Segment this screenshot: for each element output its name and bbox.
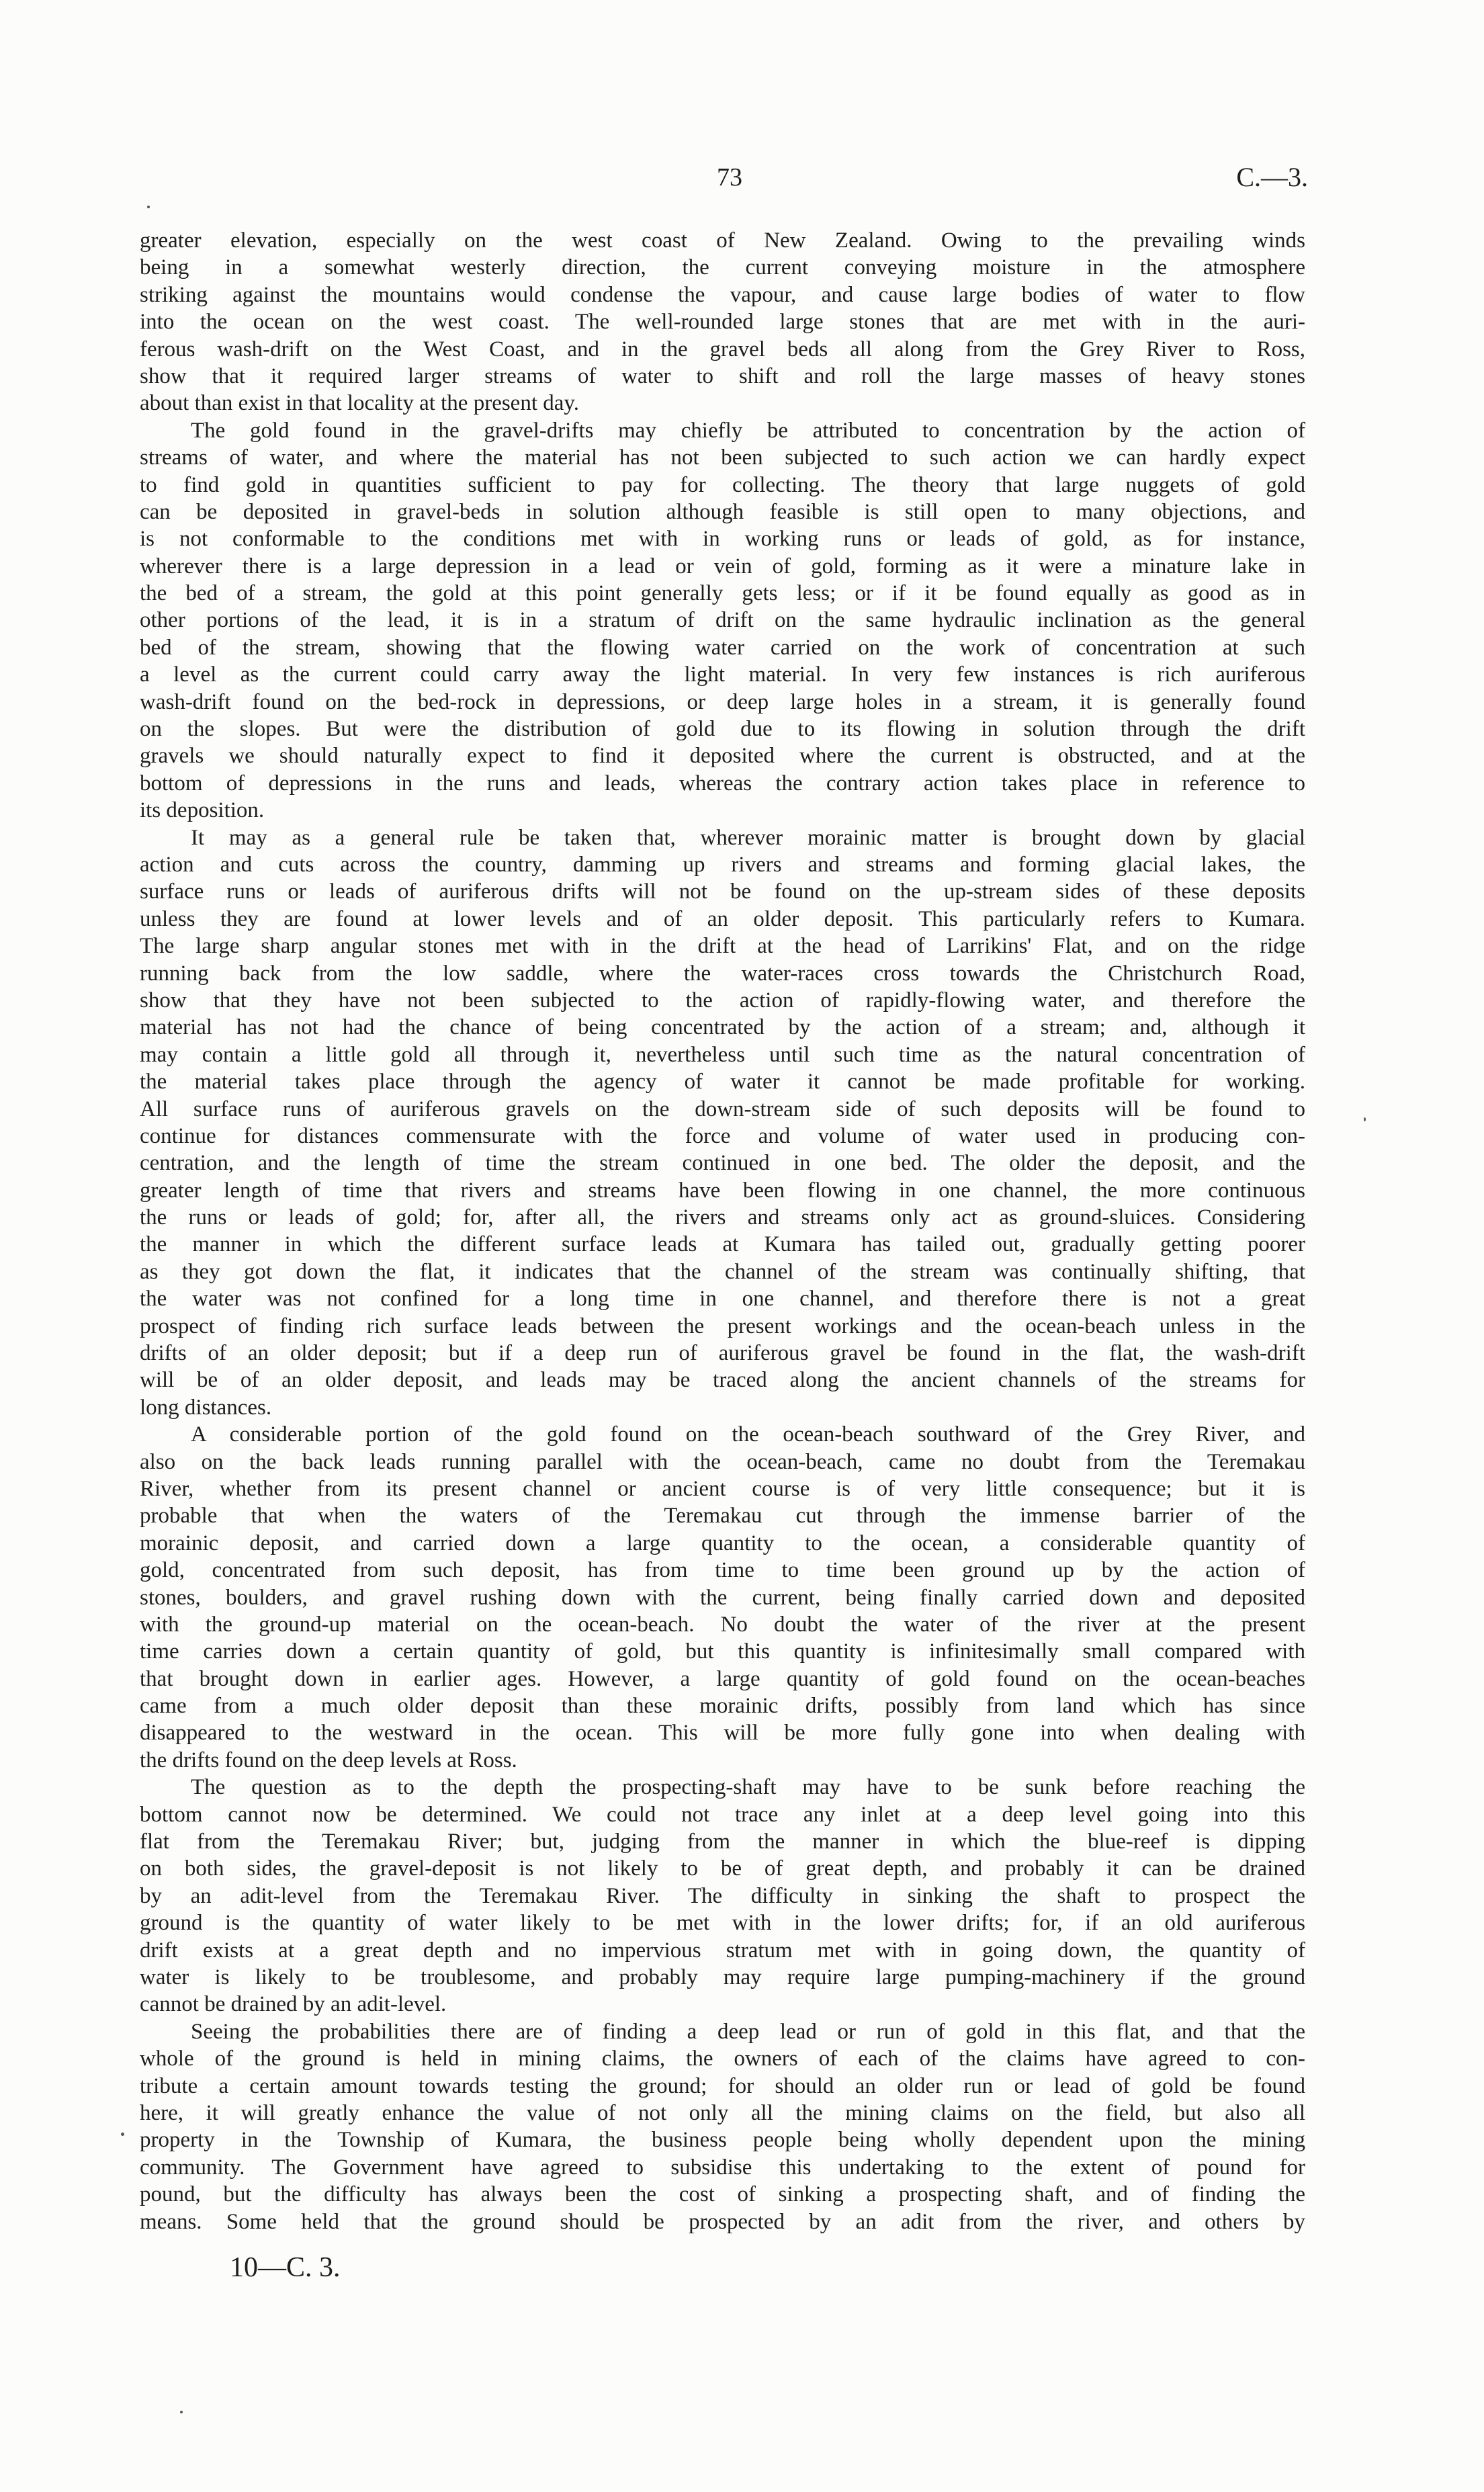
text-line: streams of water, and where the material has not been subjected to such action we can hardly expect bbox=[140, 445, 1305, 470]
text-line: surface runs or leads of auriferous drifts will not be found on the up-stream sides of these deposits bbox=[140, 879, 1305, 904]
text-line: morainic deposit, and carried down a large quantity to the ocean, a considerable quantity of bbox=[140, 1531, 1305, 1555]
text-line: gold, concentrated from such deposit, has from time to time been ground up by the action of bbox=[140, 1558, 1305, 1583]
text-line: ferous wash-drift on the West Coast, and in the gravel beds all along from the Grey River to Ross, bbox=[140, 337, 1305, 361]
scan-speck bbox=[147, 206, 150, 208]
text-line: its deposition. bbox=[140, 798, 265, 823]
text-line: other portions of the lead, it is in a stratum of drift on the same hydraulic inclination as the general bbox=[140, 608, 1305, 633]
text-line: whole of the ground is held in mining claims, the owners of each of the claims have agreed to con- bbox=[140, 2047, 1305, 2071]
page-number: 73 bbox=[717, 163, 742, 191]
text-line: about than exist in that locality at the present day. bbox=[140, 391, 580, 416]
text-line: drift exists at a great depth and no impervious stratum met with in going down, the quantity of bbox=[140, 1938, 1305, 1963]
text-line: the runs or leads of gold; for, after all, the rivers and streams only act as ground-sluices. Considering bbox=[140, 1205, 1305, 1230]
text-line: that brought down in earlier ages. However, a large quantity of gold found on the ocean-beaches bbox=[140, 1666, 1305, 1691]
text-line: greater length of time that rivers and streams have been flowing in one channel, the more continuous bbox=[140, 1178, 1305, 1203]
text-line: also on the back leads running parallel with the ocean-beach, came no doubt from the Teremakau bbox=[140, 1449, 1305, 1474]
text-line: show that it required larger streams of water to shift and roll the large masses of heavy stones bbox=[140, 363, 1305, 388]
text-line: the material takes place through the agency of water it cannot be made profitable for working. bbox=[140, 1070, 1305, 1094]
text-line: prospect of finding rich surface leads between the present workings and the ocean-beach unless in the bbox=[140, 1314, 1305, 1338]
text-line: bottom of depressions in the runs and leads, whereas the contrary action takes place in reference to bbox=[140, 771, 1305, 796]
text-line: The large sharp angular stones met with in the drift at the head of Larrikins' Flat, and on the ridge bbox=[140, 934, 1305, 959]
text-line: community. The Government have agreed to subsidise this undertaking to the extent of pound for bbox=[140, 2155, 1305, 2180]
text-line: being in a somewhat westerly direction, the current conveying moisture in the atmosphere bbox=[140, 255, 1305, 280]
document-reference: C.—3. bbox=[1236, 162, 1308, 192]
text-line: A considerable portion of the gold found on the ocean-beach southward of the Grey River, and bbox=[191, 1422, 1305, 1447]
text-line: Seeing the probabilities there are of finding a deep lead or run of gold in this flat, and that the bbox=[191, 2019, 1305, 2044]
text-line: ground is the quantity of water likely to be met with in the lower drifts; for, if an old auriferous bbox=[140, 1911, 1305, 1936]
text-line: The gold found in the gravel-drifts may chiefly be attributed to concentration by the action of bbox=[191, 418, 1305, 443]
paragraph bbox=[140, 417, 1305, 824]
text-line: came from a much older deposit than these morainic drifts, possibly from land which has since bbox=[140, 1694, 1305, 1719]
text-line: the drifts found on the deep levels at Ross. bbox=[140, 1748, 517, 1772]
text-line: the water was not confined for a long time in one channel, and therefore there is not a great bbox=[140, 1287, 1305, 1312]
text-line: here, it will greatly enhance the value of not only all the mining claims on the field, but also all bbox=[140, 2100, 1305, 2125]
text-line: flat from the Teremakau River; but, judging from the manner in which the blue-reef is dipping bbox=[140, 1830, 1305, 1854]
body-text bbox=[140, 227, 1305, 2235]
paragraph bbox=[140, 1421, 1305, 1774]
paragraph bbox=[140, 227, 1305, 417]
text-line: by an adit-level from the Teremakau River. The difficulty in sinking the shaft to prospect the bbox=[140, 1883, 1305, 1908]
text-line: water is likely to be troublesome, and probably may require large pumping-machinery if the ground bbox=[140, 1965, 1305, 1989]
text-line: wherever there is a large depression in a lead or vein of gold, forming as it were a minature lake in bbox=[140, 554, 1305, 578]
text-line: can be deposited in gravel-beds in solution although feasible is still open to many objections, and bbox=[140, 499, 1305, 524]
scan-speck bbox=[121, 2133, 124, 2136]
text-line: the bed of a stream, the gold at this point generally gets less; or if it be found equally as good as in bbox=[140, 581, 1305, 606]
text-line: action and cuts across the country, damming up rivers and streams and forming glacial lakes, the bbox=[140, 852, 1305, 877]
text-line: continue for distances commensurate with the force and volume of water used in producing con- bbox=[140, 1123, 1305, 1148]
text-line: bed of the stream, showing that the flowing water carried on the work of concentration at such bbox=[140, 635, 1305, 660]
text-line: wash-drift found on the bed-rock in depressions, or deep large holes in a stream, it is generally found bbox=[140, 689, 1305, 714]
text-line: greater elevation, especially on the west coast of New Zealand. Owing to the prevailing winds bbox=[140, 228, 1305, 253]
signature-mark: 10—C. 3. bbox=[230, 2252, 341, 2283]
text-line: bottom cannot now be determined. We could not trace any inlet at a deep level going into this bbox=[140, 1802, 1305, 1827]
text-line: may contain a little gold all through it, nevertheless until such time as the natural concentration of bbox=[140, 1042, 1305, 1067]
text-line: River, whether from its present channel or ancient course is of very little consequence; but it is bbox=[140, 1476, 1305, 1501]
text-line: on both sides, the gravel-deposit is not likely to be of great depth, and probably it can be drained bbox=[140, 1856, 1305, 1881]
text-line: stones, boulders, and gravel rushing down with the current, being finally carried down and deposited bbox=[140, 1585, 1305, 1610]
text-line: a level as the current could carry away the light material. In very few instances is rich auriferous bbox=[140, 662, 1305, 687]
text-line: cannot be drained by an adit-level. bbox=[140, 1992, 447, 2017]
text-line: means. Some held that the ground should be prospected by an adit from the river, and others by bbox=[140, 2209, 1305, 2234]
text-line: All surface runs of auriferous gravels on the down-stream side of such deposits will be found to bbox=[140, 1097, 1305, 1121]
text-line: into the ocean on the west coast. The well-rounded large stones that are met with in the auri- bbox=[140, 310, 1305, 335]
text-line: is not conformable to the conditions met with in working runs or leads of gold, as for instance, bbox=[140, 527, 1305, 552]
paragraph bbox=[140, 1774, 1305, 2018]
text-line: time carries down a certain quantity of gold, but this quantity is infinitesimally small compared with bbox=[140, 1639, 1305, 1664]
scan-speck bbox=[180, 2411, 183, 2413]
paragraph bbox=[140, 824, 1305, 1422]
text-line: to find gold in quantities sufficient to pay for collecting. The theory that large nuggets of gold bbox=[140, 472, 1305, 497]
text-line: gravels we should naturally expect to find it deposited where the current is obstructed, and at the bbox=[140, 744, 1305, 769]
text-line: unless they are found at lower levels and of an older deposit. This particularly refers to Kumara. bbox=[140, 906, 1305, 931]
text-line: on the slopes. But were the distribution of gold due to its flowing in solution through the drift bbox=[140, 717, 1305, 742]
text-line: property in the Township of Kumara, the business people being wholly dependent upon the mining bbox=[140, 2128, 1305, 2153]
text-line: will be of an older deposit, and leads may be traced along the ancient channels of the streams for bbox=[140, 1368, 1305, 1393]
text-line: drifts of an older deposit; but if a deep run of auriferous gravel be found in the flat, the wash-drift bbox=[140, 1341, 1305, 1366]
text-line: striking against the mountains would condense the vapour, and cause large bodies of water to flow bbox=[140, 282, 1305, 307]
text-line: show that they have not been subjected to the action of rapidly-flowing water, and therefore the bbox=[140, 988, 1305, 1013]
text-line: pound, but the difficulty has always been the cost of sinking a prospecting shaft, and of finding the bbox=[140, 2182, 1305, 2207]
text-line: the manner in which the different surface leads at Kumara has tailed out, gradually getting poorer bbox=[140, 1232, 1305, 1257]
text-line: material has not had the chance of being concentrated by the action of a stream; and, although it bbox=[140, 1015, 1305, 1040]
text-line: as they got down the flat, it indicates that the channel of the stream was continually shifting, that bbox=[140, 1259, 1305, 1284]
text-line: tribute a certain amount towards testing the ground; for should an older run or lead of gold be found bbox=[140, 2073, 1305, 2098]
text-line: centration, and the length of time the stream continued in one bed. The older the deposit, and the bbox=[140, 1151, 1305, 1176]
text-line: It may as a general rule be taken that, wherever morainic matter is brought down by glacial bbox=[191, 825, 1305, 850]
text-line: with the ground-up material on the ocean-beach. No doubt the water of the river at the present bbox=[140, 1612, 1305, 1637]
scan-speck bbox=[1364, 1117, 1366, 1121]
text-line: The question as to the depth the prospecting-shaft may have to be sunk before reaching the bbox=[191, 1775, 1305, 1800]
text-line: long distances. bbox=[140, 1395, 272, 1420]
text-line: running back from the low saddle, where the water-races cross towards the Christchurch Road, bbox=[140, 961, 1305, 986]
text-line: probable that when the waters of the Teremakau cut through the immense barrier of the bbox=[140, 1504, 1305, 1529]
text-line: disappeared to the westward in the ocean. This will be more fully gone into when dealing with bbox=[140, 1721, 1305, 1746]
paragraph bbox=[140, 2018, 1305, 2235]
